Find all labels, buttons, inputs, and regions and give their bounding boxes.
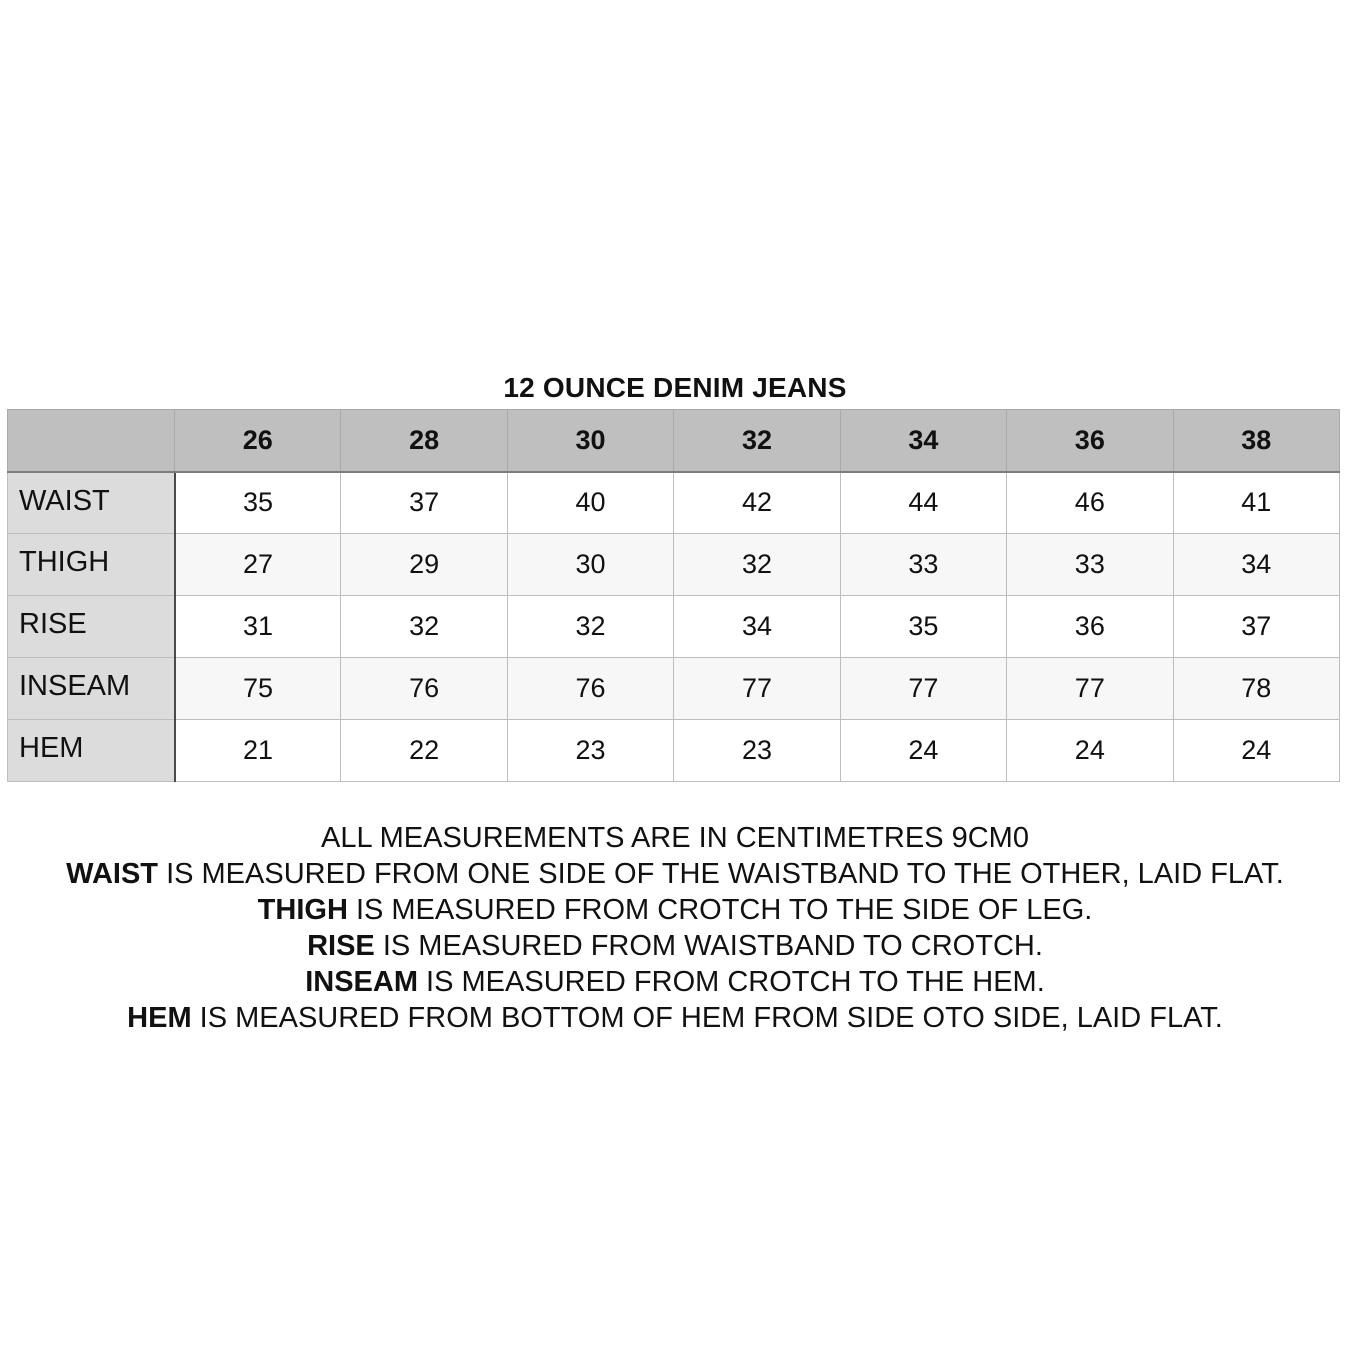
measurement-cell: 78 <box>1173 658 1339 720</box>
note-text: IS MEASURED FROM ONE SIDE OF THE WAISTBAND TO THE OTHER, LAID FLAT. <box>158 858 1284 890</box>
measurement-cell: 75 <box>175 658 341 720</box>
size-header-cell: 38 <box>1173 410 1339 472</box>
measurement-cell: 23 <box>674 720 840 782</box>
measurement-cell: 24 <box>1173 720 1339 782</box>
header-corner-cell <box>8 410 175 472</box>
measurement-cell: 33 <box>840 534 1006 596</box>
size-header-cell: 26 <box>175 410 341 472</box>
measurement-cell: 34 <box>1173 534 1339 596</box>
size-header-cell: 34 <box>840 410 1006 472</box>
chart-title: 12 OUNCE DENIM JEANS <box>503 372 847 403</box>
row-label: HEM <box>8 720 175 782</box>
note-term: INSEAM <box>305 966 418 998</box>
note-term: RISE <box>307 930 375 962</box>
note-waist <box>0 856 1350 892</box>
measurement-cell: 46 <box>1007 472 1173 534</box>
measurement-cell: 22 <box>341 720 507 782</box>
size-header-cell: 36 <box>1007 410 1173 472</box>
row-label: THIGH <box>8 534 175 596</box>
table-row-rise <box>8 596 1340 658</box>
measurement-cell: 44 <box>840 472 1006 534</box>
measurement-cell: 32 <box>341 596 507 658</box>
note-term: HEM <box>127 1002 192 1034</box>
measurement-cell: 77 <box>840 658 1006 720</box>
table-row-waist <box>8 472 1340 534</box>
measurement-cell: 37 <box>341 472 507 534</box>
measurement-cell: 31 <box>175 596 341 658</box>
note-term: WAIST <box>66 858 159 890</box>
units-note: ALL MEASUREMENTS ARE IN CENTIMETRES 9CM0 <box>321 822 1029 854</box>
table-row-inseam <box>8 658 1340 720</box>
table-row-hem <box>8 720 1340 782</box>
measurement-cell: 23 <box>507 720 673 782</box>
note-hem <box>0 1000 1350 1036</box>
measurement-cell: 77 <box>674 658 840 720</box>
size-header-cell: 28 <box>341 410 507 472</box>
measurement-cell: 32 <box>674 534 840 596</box>
measurement-cell: 37 <box>1173 596 1339 658</box>
measurement-cell: 76 <box>507 658 673 720</box>
measurement-cell: 21 <box>175 720 341 782</box>
measurement-notes <box>0 820 1350 1036</box>
row-label: INSEAM <box>8 658 175 720</box>
measurement-cell: 36 <box>1007 596 1173 658</box>
note-rise <box>0 928 1350 964</box>
size-header-row <box>8 410 1340 472</box>
measurement-cell: 41 <box>1173 472 1339 534</box>
measurement-cell: 32 <box>507 596 673 658</box>
note-inseam <box>0 964 1350 1000</box>
measurement-cell: 24 <box>840 720 1006 782</box>
note-text: IS MEASURED FROM WAISTBAND TO CROTCH. <box>374 930 1043 962</box>
measurement-cell: 77 <box>1007 658 1173 720</box>
note-term: THIGH <box>257 894 348 926</box>
row-label: RISE <box>8 596 175 658</box>
measurement-cell: 42 <box>674 472 840 534</box>
measurement-cell: 35 <box>175 472 341 534</box>
size-header-cell: 32 <box>674 410 840 472</box>
measurement-cell: 40 <box>507 472 673 534</box>
size-chart-table <box>7 409 1340 782</box>
note-text: IS MEASURED FROM BOTTOM OF HEM FROM SIDE OTO SIDE, LAID FLAT. <box>191 1002 1223 1034</box>
measurement-cell: 76 <box>341 658 507 720</box>
measurement-cell: 27 <box>175 534 341 596</box>
measurement-cell: 29 <box>341 534 507 596</box>
size-header-cell: 30 <box>507 410 673 472</box>
measurement-cell: 35 <box>840 596 1006 658</box>
note-text: IS MEASURED FROM CROTCH TO THE HEM. <box>418 966 1045 998</box>
measurement-cell: 24 <box>1007 720 1173 782</box>
note-text: IS MEASURED FROM CROTCH TO THE SIDE OF LEG. <box>347 894 1093 926</box>
measurement-cell: 34 <box>674 596 840 658</box>
note-thigh <box>0 892 1350 928</box>
measurement-cell: 30 <box>507 534 673 596</box>
row-label: WAIST <box>8 472 175 534</box>
table-row-thigh <box>8 534 1340 596</box>
measurement-cell: 33 <box>1007 534 1173 596</box>
